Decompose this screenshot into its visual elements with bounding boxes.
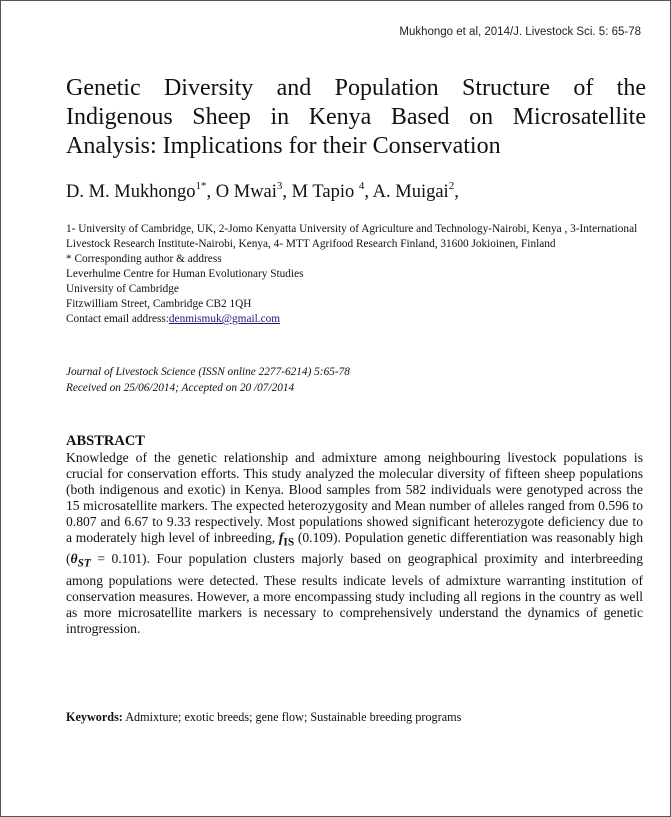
author-line: D. M. Mukhongo$^{1*}$, O Mwai$^3$, M Tapio $^4$, A. Muigai$^2$, — [66, 180, 459, 202]
author-name: M Tapio — [291, 182, 359, 202]
address-line: University of Cambridge — [66, 283, 179, 295]
abstract-part: Knowledge of the genetic relationship and admixture among neighbouring livestock populations is crucial for conservation efforts. This study analyzed the molecular diversity of fifteen sheep populations (both indigenous and exotic) in Kenya. Blood samples from 582 individuals were genotyped across the 15 microsatellite markers. The expected heterozygosity and Mean number of alleles ranged from 0.596 to 0.807 and 6.67 to 9.33 respectively. Most populations showed significant heterozygote deficiency due to a moderately high level of inbreeding, — [66, 450, 643, 545]
author-affiliation-mark: 2 — [448, 180, 455, 192]
author-name: O Mwai — [215, 182, 277, 202]
address-line: Fitzwilliam Street, Cambridge CB2 1QH — [66, 298, 252, 310]
abstract-part: (0.109). Population genetic differentiation was reasonably high ( — [66, 529, 644, 567]
keywords-line — [66, 710, 461, 725]
author-affiliation-mark: 1* — [195, 180, 207, 192]
journal-citation: Journal of Livestock Science (ISSN online 2277-6214) 5:65-78 — [66, 366, 350, 378]
abstract-part: = 0.101). Four population clusters majorly based on geographical proximity and interbreeding among populations were detected. These results indicate levels of admixture warranting institution of conservation measures. However, a more encompassing study including all regions in the country as well as more microsatellite markers is necessary to comprehensively understand the dynamics of genetic introgression. — [66, 551, 643, 636]
affiliation-list: 1- University of Cambridge, UK, 2-Jomo Kenyatta University of Agriculture and Technology-Nairobi, Kenya , 3-International Livestock Research Institute-Nairobi, Kenya, 4- MTT Agrifood Research Finland, 31600 Jokioinen, Finland — [66, 223, 638, 250]
journal-info — [66, 364, 350, 396]
keywords-text: Admixture; exotic breeds; gene flow; Sustainable breeding programs — [122, 710, 462, 724]
email-link[interactable]: denmismuk@gmail.com — [168, 313, 281, 325]
affiliations-block — [66, 222, 641, 327]
author-affiliation-mark: 3 — [276, 180, 283, 192]
received-accepted-dates: Received on 25/06/2014; Accepted on 20 /07/2014 — [66, 382, 295, 394]
paper-title: Genetic Diversity and Population Structure of the Indigenous Sheep in Kenya Based on Microsatellite Analysis: Implications for their Conservation — [66, 75, 646, 159]
author-name: A. Muigai — [372, 182, 449, 202]
contact-line — [66, 312, 641, 327]
fis-symbol: f — [278, 529, 284, 545]
address-line: Leverhulme Centre for Human Evolutionary Studies — [66, 268, 304, 280]
abstract-heading: ABSTRACT — [66, 433, 145, 449]
fis-subscript: IS — [283, 536, 295, 549]
author-affiliation-mark: 4 — [358, 180, 365, 192]
theta-symbol: θ — [70, 551, 78, 567]
author-name: D. M. Mukhongo — [66, 182, 196, 202]
email-label: Contact email address: — [66, 313, 169, 325]
corresponding-note: * Corresponding author & address — [66, 253, 222, 265]
running-header: Mukhongo et al, 2014/J. Livestock Sci. 5: 65-78 — [399, 26, 641, 38]
keywords-label: Keywords: — [66, 710, 123, 724]
theta-subscript: ST — [77, 557, 91, 570]
abstract-text — [66, 450, 643, 636]
